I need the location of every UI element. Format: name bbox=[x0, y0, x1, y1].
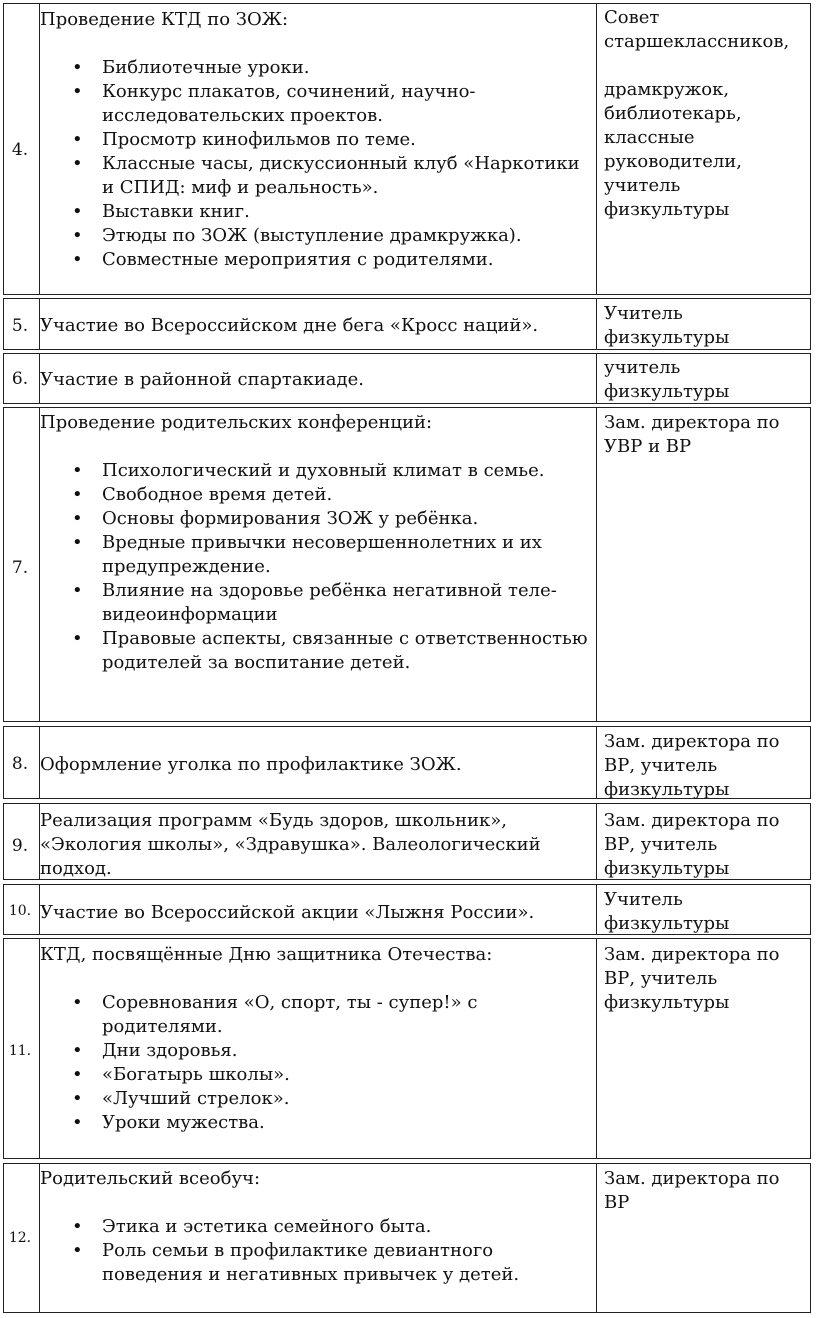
row-intro: Проведение родительских конференций: bbox=[40, 412, 433, 433]
list-item: • Влияние на здоровье ребёнка негативной теле-видеоинформации bbox=[40, 579, 588, 627]
list-item: • Дни здоровья. bbox=[40, 1039, 588, 1063]
row-number: 8. bbox=[11, 754, 29, 774]
list-item: • Библиотечные уроки. bbox=[40, 56, 588, 80]
row-description bbox=[40, 411, 588, 675]
list-item: • Этика и эстетика семейного быта. bbox=[40, 1215, 588, 1239]
list-item: • Соревнования «О, спорт, ты - супер!» с родителями. bbox=[40, 991, 588, 1039]
bullet-list bbox=[40, 991, 588, 1135]
list-item: • Конкурс плакатов, сочинений, научно-исследовательских проектов. bbox=[40, 80, 588, 128]
row-description: Участие во Всероссийской акции «Лыжня России». bbox=[40, 902, 535, 923]
list-item: • Выставки книг. bbox=[40, 200, 588, 224]
responsible-line: Совет старшеклассников, bbox=[604, 7, 790, 52]
list-item: • «Лучший стрелок». bbox=[40, 1087, 588, 1111]
list-item: • Совместные мероприятия с родителями. bbox=[40, 248, 588, 272]
list-item: • «Богатырь школы». bbox=[40, 1063, 588, 1087]
row-number: 12. bbox=[8, 1230, 32, 1246]
row-responsible: Зам. директора по ВР bbox=[604, 1168, 780, 1213]
row-description bbox=[40, 1167, 588, 1287]
list-item: • Свободное время детей. bbox=[40, 483, 588, 507]
row-description: Участие во Всероссийском дне бега «Кросс наций». bbox=[40, 315, 539, 336]
row-responsible: Зам. директора по ВР, учитель физкультуры bbox=[604, 810, 780, 879]
row-intro: КТД, посвящённые Дню защитника Отечества: bbox=[40, 944, 493, 965]
row-number: 9. bbox=[11, 836, 29, 856]
list-item: • Роль семьи в профилактике девиантного поведения и негативных привычек у детей. bbox=[40, 1239, 588, 1287]
list-item: • Вредные привычки несовершеннолетних и их предупреждение. bbox=[40, 531, 588, 579]
row-description: Реализация программ «Будь здоров, школьник», «Экология школы», «Здравушка». Валеологический подход. bbox=[40, 810, 541, 879]
row-number: 7. bbox=[11, 558, 29, 578]
list-item: • Уроки мужества. bbox=[40, 1111, 588, 1135]
row-number: 10. bbox=[8, 903, 32, 919]
responsible-line: драмкружок, библиотекарь, классные руководители, учитель физкультуры bbox=[604, 79, 743, 220]
row-number: 11. bbox=[8, 1043, 32, 1059]
row-description: Участие в районной спартакиаде. bbox=[40, 369, 364, 390]
bullet-list bbox=[40, 56, 588, 272]
row-responsible: Зам. директора по УВР и ВР bbox=[604, 412, 780, 457]
list-item: • Просмотр кинофильмов по теме. bbox=[40, 128, 588, 152]
bullet-list bbox=[40, 1215, 588, 1287]
row-responsible: учитель физкультуры bbox=[604, 357, 730, 402]
list-item: • Правовые аспекты, связанные с ответственностью родителей за воспитание детей. bbox=[40, 627, 588, 675]
row-description bbox=[40, 8, 588, 272]
row-description bbox=[40, 943, 588, 1135]
row-number: 5. bbox=[11, 316, 29, 336]
row-responsible: Учитель физкультуры bbox=[604, 303, 730, 348]
bullet-list bbox=[40, 459, 588, 675]
row-intro: Родительский всеобуч: bbox=[40, 1168, 261, 1189]
row-description: Оформление уголка по профилактике ЗОЖ. bbox=[40, 754, 462, 775]
row-responsible: Зам. директора по ВР, учитель физкультуры bbox=[604, 944, 780, 1013]
row-responsible: Учитель физкультуры bbox=[604, 889, 730, 934]
row-intro: Проведение КТД по ЗОЖ: bbox=[40, 9, 289, 30]
list-item: • Классные часы, дискуссионный клуб «Наркотики и СПИД: миф и реальность». bbox=[40, 152, 588, 200]
row-responsible: Зам. директора по ВР, учитель физкультуры bbox=[604, 731, 780, 800]
list-item: • Этюды по ЗОЖ (выступление драмкружка). bbox=[40, 224, 588, 248]
list-item: • Основы формирования ЗОЖ у ребёнка. bbox=[40, 507, 588, 531]
list-item: • Психологический и духовный климат в семье. bbox=[40, 459, 588, 483]
row-number: 6. bbox=[11, 369, 29, 389]
row-responsible bbox=[604, 6, 804, 222]
row-number: 4. bbox=[11, 140, 29, 160]
